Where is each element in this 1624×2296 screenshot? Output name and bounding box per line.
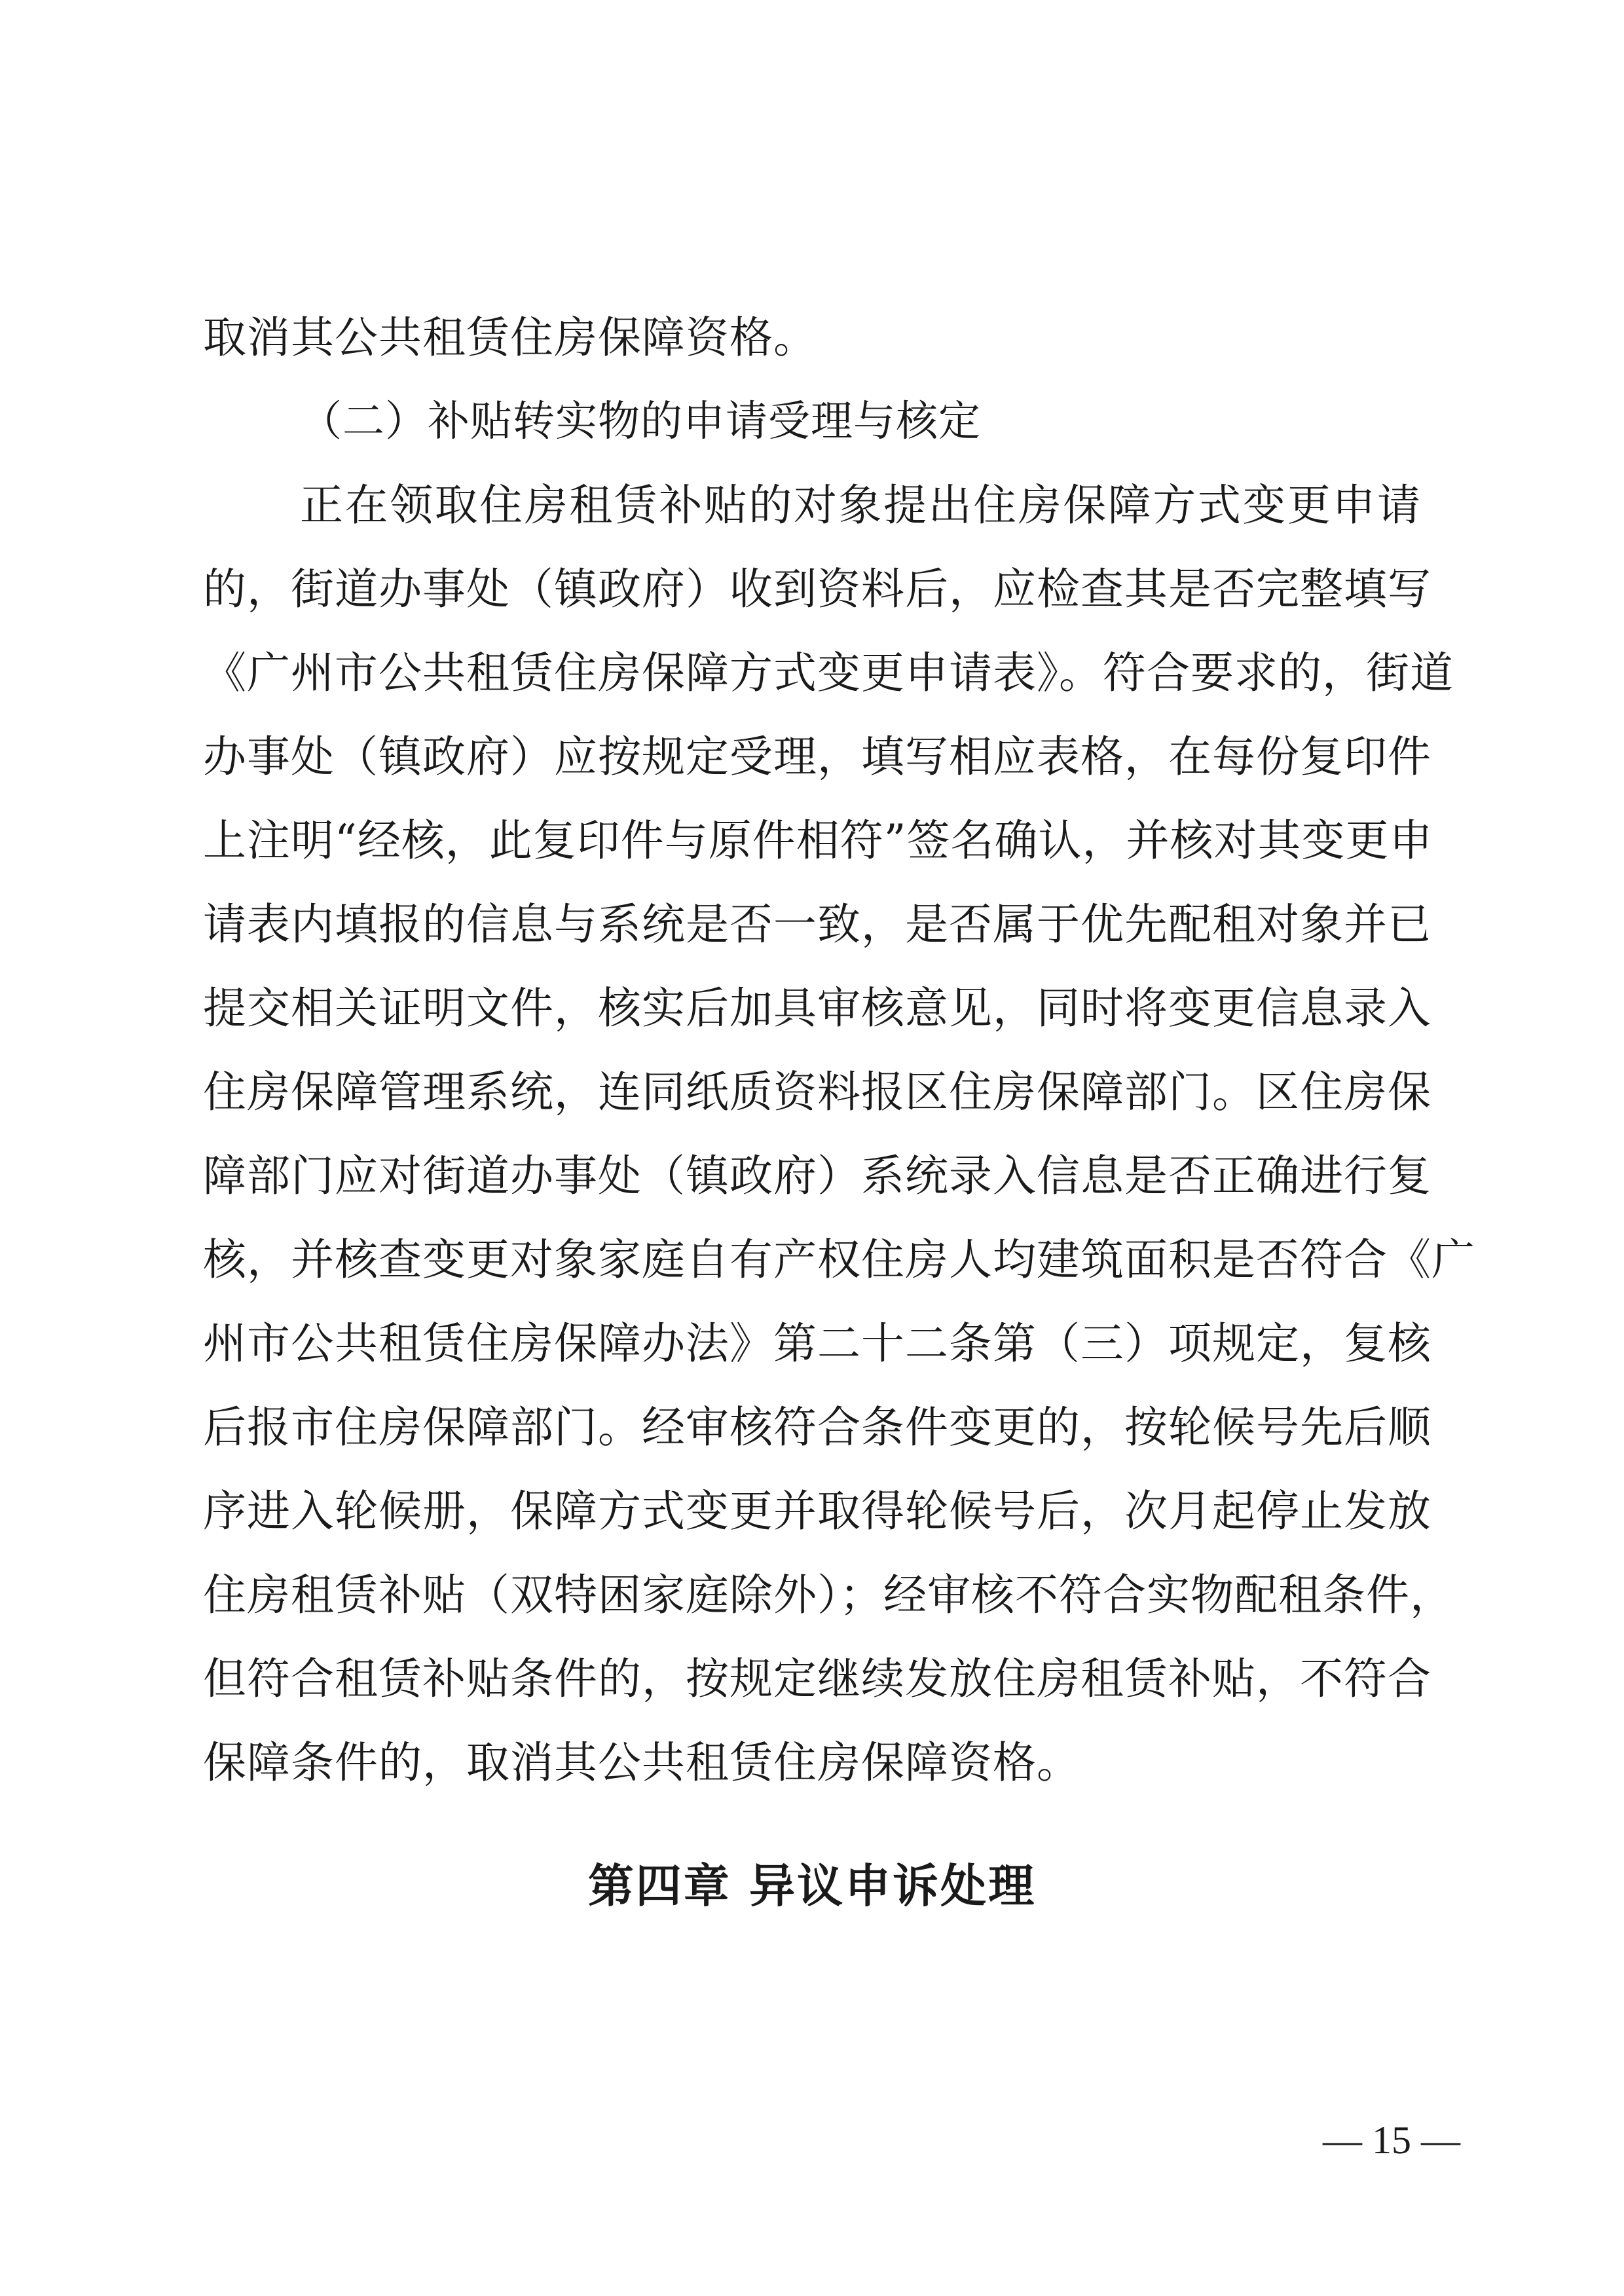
body-text xyxy=(203,296,1475,1805)
paragraph-line: 正在领取住房租赁补贴的对象提出住房保障方式变更申请 xyxy=(300,480,1421,530)
paragraph-line: 住房租赁补贴（双特困家庭除外）；经审核不符合实物配租条件， xyxy=(203,1570,1454,1620)
paragraph-line: 核，并核查变更对象家庭自有产权住房人均建筑面积是否符合《广 xyxy=(203,1234,1475,1285)
paragraph-line: 后报市住房保障部门。经审核符合条件变更的，按轮候号先后顺 xyxy=(203,1402,1431,1453)
paragraph-line: 上注明“经核，此复印件与原件相符”签名确认，并核对其变更申 xyxy=(203,815,1433,866)
paragraph-line: 的，街道办事处（镇政府）收到资料后，应检查其是否完整填写 xyxy=(203,564,1431,614)
paragraph-line: 取消其公共租赁住房保障资格。 xyxy=(203,312,817,363)
paragraph-line: 提交相关证明文件，核实后加具审核意见，同时将变更信息录入 xyxy=(203,983,1431,1033)
paragraph-line: 《广州市公共租赁住房保障方式变更申请表》。符合要求的，街道 xyxy=(203,648,1454,698)
page-number: — 15 — xyxy=(1323,2119,1460,2162)
paragraph-line: 州市公共租赁住房保障办法》第二十二条第（三）项规定，复核 xyxy=(203,1318,1431,1369)
paragraph-line: 办事处（镇政府）应按规定受理，填写相应表格，在每份复印件 xyxy=(203,731,1431,782)
paragraph-line: 保障条件的，取消其公共租赁住房保障资格。 xyxy=(203,1737,1080,1788)
paragraph-line: 障部门应对街道办事处（镇政府）系统录入信息是否正确进行复 xyxy=(203,1151,1431,1201)
paragraph-line: 请表内填报的信息与系统是否一致，是否属于优先配租对象并已 xyxy=(203,899,1431,950)
paragraph-line: 序进入轮候册，保障方式变更并取得轮候号后，次月起停止发放 xyxy=(203,1486,1431,1536)
paragraph-line: 住房保障管理系统，连同纸质资料报区住房保障部门。区住房保 xyxy=(203,1067,1431,1117)
paragraph-line: 但符合租赁补贴条件的，按规定继续发放住房租赁补贴，不符合 xyxy=(203,1654,1431,1704)
section-subheading: （二）补贴转实物的申请受理与核定 xyxy=(300,398,981,446)
chapter-title: 第四章 异议申诉处理 xyxy=(587,1859,1037,1913)
